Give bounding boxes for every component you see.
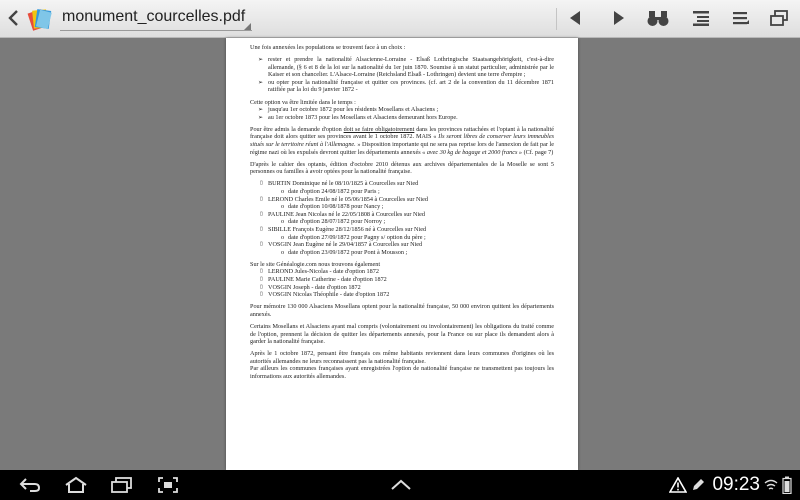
multi-window-icon: [770, 10, 788, 26]
warning-icon: [669, 477, 687, 493]
list-item: o date d'option 28/07/1872 pour Norroy ;: [250, 218, 554, 226]
recent-apps-icon: [110, 476, 134, 494]
battery-status: [780, 473, 794, 497]
admission-paragraph: Pour être admis la demande d'option doit se faire obligatoirement dans les provinces rattachées et l'optant à la nationalité française doit alors quitter ses provinces avant le 1 octobre 1872. MAIS « Ils seront libres de conserver leurs immeubles situés sur le territoire réuni à l'Allemagne. » Disposition importante qui ne sera pas reprise lors de l'annexion de fait par le régime nazi où les expulsés devront quitter les départements annexés « avec 30 kg de bagage et 2000 francs » (Cf. page 7): [250, 125, 554, 156]
intro-paragraph: Une fois annexées les populations se trouvent face à un choix :: [250, 44, 406, 51]
mini-apps-tray-button[interactable]: [386, 473, 416, 497]
communes-paragraph: Par ailleurs les communes françaises ayant enregistrées l'option de nationalité française ne transmettent pas toujours les informations aux autorités allemandes.: [250, 365, 554, 381]
system-home-button[interactable]: [58, 473, 94, 497]
menu-list-icon: [732, 10, 750, 26]
action-bar: [0, 0, 800, 38]
list-item: o date d'option 24/08/1872 pour Paris ;: [250, 188, 554, 196]
wifi-icon: [764, 478, 778, 492]
list-item: ▯ VOSGIN Joseph - date d'option 1872: [250, 284, 554, 292]
list-item: ▯ LEROND Charles Emile né le 05/06/1854 à Courcelles sur Nied: [250, 196, 554, 204]
site-intro: Sur le site Généalogie.com nous trouvons également: [250, 260, 381, 268]
previous-page-icon: [568, 10, 582, 26]
screenshot-icon: [157, 476, 179, 494]
list-item: ➢ rester et prendre la nationalité Alsacienne-Lorraine - Elsaß Lothringische Staatsangehörigkeit, c'est-à-dire allemande, (§ 6 et 8 de la loi sur la nationalité du 1er juin 1870. Soumise à un statut particulier, administrée par le Kaiser et son chancelier. L'Alsace-Lorraine (Reichsland Elsaß - Lothringen) devient une terre d'empire ;: [250, 56, 554, 79]
previous-page-button[interactable]: [560, 5, 590, 31]
optants-paragraph: D'après le cahier des optants, édition d'octobre 2010 détenus aux archives départementales de la Moselle se sont 5 personnes ou familles à avoir optées pour la nationalité française.: [250, 160, 554, 176]
page-content: [250, 44, 554, 385]
back-arrow-icon[interactable]: [6, 9, 22, 27]
list-item: ▯ SIBILLE François Eugène 28/12/1856 né à Courcelles sur Nied: [250, 226, 554, 234]
back-icon: [18, 477, 42, 493]
memory-paragraph: Pour mémoire 130 000 Alsaciens Mosellans optent pour la nationalité française, 50 000 environ quittent les départements annexés.: [250, 303, 554, 318]
next-page-button[interactable]: [604, 5, 634, 31]
title-underline: [60, 30, 252, 31]
screenshot-button[interactable]: [150, 473, 186, 497]
return-paragraph: Après le 1 octobre 1872, pensant être français ces même habitants reviennent dans leurs communes d'origines où les autorités allemandes ne leurs reconnaissent pas la nationalité française.: [250, 350, 554, 365]
list-item: o date d'option 10/08/1878 pour Nancy ;: [250, 203, 554, 211]
list-item: ▯ VOSGIN Jean Eugène né le 29/04/1857 à Courcelles sur Nied: [250, 241, 554, 249]
document-title[interactable]: monument_courcelles.pdf: [62, 8, 246, 25]
menu-button[interactable]: [726, 5, 756, 31]
list-item: o date d'option 23/09/1872 pour Pont à Mousson ;: [250, 249, 554, 257]
view-mode-button[interactable]: [686, 5, 716, 31]
multi-window-button[interactable]: [764, 5, 794, 31]
system-navigation-bar: [0, 470, 800, 500]
list-item: ▯ PAULINE Marie Catherine - date d'option 1872: [250, 276, 554, 284]
chevron-up-icon: [390, 479, 412, 491]
pen-icon: [690, 477, 706, 493]
pdf-page[interactable]: [226, 38, 578, 470]
search-button[interactable]: [643, 5, 673, 31]
documents-app-icon[interactable]: [26, 5, 54, 33]
site-list: [250, 268, 554, 298]
list-item: o date d'option 27/09/1872 pour Pagny s/ option du père ;: [250, 234, 554, 242]
battery-icon: [782, 476, 792, 494]
list-item: ➢ au 1er octobre 1873 pour les Mosellans et Alsaciens demeurant hors Europe.: [250, 114, 554, 122]
optants-list: [250, 180, 554, 256]
wifi-status: [764, 473, 778, 497]
misunderstanding-paragraph: Certains Mosellans et Alsaciens ayant mal compris (volontairement ou involontairement) les obligations du traité comme de l'option, prennent la décision de quitter les départements annexés, pour la France ou sur place ils demandent alors à garder la nationalité française.: [250, 323, 554, 346]
system-recent-apps-button[interactable]: [104, 473, 140, 497]
next-page-icon: [612, 10, 626, 26]
option-limits-list: [250, 106, 554, 121]
list-item: ▯ PAULINE Jean Nicolas né le 22/05/1808 à Courcelles sur Nied: [250, 211, 554, 219]
list-item: ▯ LEROND Jules-Nicolas - date d'option 1872: [250, 268, 554, 276]
view-mode-icon: [692, 10, 710, 26]
list-item: ▯ VOSGIN Nicolas Théophile - date d'option 1872: [250, 291, 554, 299]
choices-list: [250, 56, 554, 94]
home-icon: [64, 476, 88, 494]
list-item: ➢ jusqu'au 1er octobre 1872 pour les résidents Mosellans et Alsaciens ;: [250, 106, 554, 114]
list-item: ➢ ou opter pour la nationalité française et quitter ces provinces. (cf. art 2 de la convention du 11 décembre 1871 ratifiée par la loi du 9 janvier 1872 -: [250, 79, 554, 94]
warning-notification[interactable]: [668, 473, 688, 497]
title-dropdown-indicator[interactable]: [244, 23, 251, 30]
pen-notification[interactable]: [688, 473, 708, 497]
option-intro: Cette option va être limitée dans le temps :: [250, 98, 356, 106]
toolbar-separator: [556, 8, 557, 30]
system-back-button[interactable]: [12, 473, 48, 497]
list-item: ▯ BURTIN Dominique né le 08/10/1825 à Courcelles sur Nied: [250, 180, 554, 188]
pdf-viewer[interactable]: [0, 38, 800, 470]
status-clock[interactable]: 09:23: [712, 474, 760, 495]
binoculars-search-icon: [647, 9, 669, 27]
